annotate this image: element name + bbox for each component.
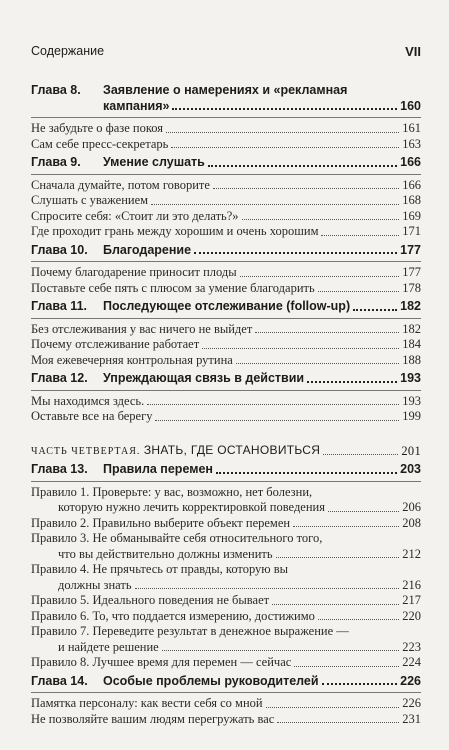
page-ref: 231 <box>402 711 421 726</box>
page-ref: 199 <box>402 409 421 423</box>
chapter-title: Упреждающая связь в действии <box>103 371 305 385</box>
toc-chapter-12[interactable] <box>31 371 421 387</box>
section-title: Моя ежевечерняя контрольная рутина <box>31 352 233 367</box>
chapter-label: Глава 9. <box>31 155 81 169</box>
toc-chapter-8[interactable] <box>31 83 421 99</box>
toc-rule-2[interactable] <box>31 516 421 532</box>
section-title: Правило 2. Правильно выберите объект перемен <box>31 515 291 530</box>
page-ref: 206 <box>402 500 421 514</box>
section-title: Без отслеживания у вас ничего не выйдет <box>31 321 253 336</box>
section-title-cont: что вы действительно должны изменить <box>58 546 273 561</box>
toc-rule-7-cont[interactable] <box>31 640 421 656</box>
toc-rule-8[interactable] <box>31 655 421 671</box>
page-ref: 201 <box>401 443 421 458</box>
divider <box>31 117 421 118</box>
toc-chapter-14[interactable] <box>31 674 421 690</box>
divider <box>31 390 421 391</box>
section-title: Правило 4. Не прячьтесь от правды, которую вы <box>31 562 289 576</box>
toc-section[interactable] <box>31 178 421 194</box>
section-title: Не позволяйте вашим людям перегружать вас <box>31 711 275 726</box>
section-title-cont: которую нужно лечить корректировкой поведения <box>58 500 325 514</box>
divider <box>31 318 421 319</box>
chapter-title-cont: кампания» <box>103 98 170 113</box>
page-ref: 169 <box>402 208 421 223</box>
page-ref: 178 <box>402 280 421 295</box>
toc-rule-5[interactable] <box>31 593 421 609</box>
toc-section[interactable] <box>31 696 421 712</box>
toc-rule-6[interactable] <box>31 609 421 625</box>
section-title: Правило 7. Переведите результат в денежное выражение — <box>31 624 349 638</box>
section-title: Где проходит грань между хорошим и очень хорошим <box>31 224 319 238</box>
table-of-contents <box>31 80 421 727</box>
section-title: Правило 8. Лучшее время для перемен — сейчас <box>31 655 292 669</box>
section-title: Почему отслеживание работает <box>31 337 200 351</box>
section-title: Сам себе пресс-секретарь <box>31 136 169 151</box>
toc-chapter-10[interactable] <box>31 243 421 259</box>
toc-section[interactable] <box>31 337 421 353</box>
toc-chapter-8-cont[interactable] <box>31 99 421 115</box>
section-title: Правило 5. Идеального поведения не бывает <box>31 593 270 607</box>
toc-rule-4[interactable] <box>31 562 421 578</box>
toc-rule-4-cont[interactable] <box>31 578 421 594</box>
page-ref: 182 <box>400 299 421 313</box>
section-title: Оставьте все на берегу <box>31 409 153 423</box>
page-number: VII <box>405 44 421 59</box>
toc-rule-3[interactable] <box>31 531 421 547</box>
section-title: Правило 6. То, что поддается измерению, достижимо <box>31 608 315 623</box>
page-ref: 193 <box>400 371 421 385</box>
toc-section[interactable] <box>31 409 421 425</box>
section-title: Правило 3. Не обманывайте себя относительного того, <box>31 531 323 545</box>
page-ref: 203 <box>400 462 421 476</box>
page-ref: 217 <box>402 593 421 607</box>
part-label: ЧАСТЬ ЧЕТВЕРТАЯ. <box>31 445 141 457</box>
section-title-cont: должны знать <box>58 577 132 592</box>
divider <box>31 481 421 482</box>
page-ref: 226 <box>402 696 421 710</box>
page-ref: 166 <box>402 177 421 192</box>
toc-section[interactable] <box>31 322 421 338</box>
section-title-cont: и найдете решение <box>58 639 159 654</box>
divider <box>31 692 421 693</box>
toc-chapter-13[interactable] <box>31 462 421 478</box>
divider <box>31 261 421 262</box>
chapter-title: Последующее отслеживание (follow-up) <box>103 299 351 313</box>
toc-section[interactable] <box>31 224 421 240</box>
page-ref: 168 <box>402 193 421 207</box>
chapter-label: Глава 14. <box>31 673 88 688</box>
chapter-label: Глава 8. <box>31 83 81 97</box>
toc-section[interactable] <box>31 137 421 153</box>
page-ref: 163 <box>402 136 421 151</box>
chapter-title: Особые проблемы руководителей <box>103 673 319 688</box>
toc-rule-3-cont[interactable] <box>31 547 421 563</box>
toc-rule-1-cont[interactable] <box>31 500 421 516</box>
toc-section[interactable] <box>31 209 421 225</box>
chapter-title: Правила перемен <box>103 462 213 476</box>
page-ref: 184 <box>402 337 421 351</box>
page-ref: 171 <box>402 224 421 238</box>
page-ref: 208 <box>402 515 421 530</box>
section-title: Слушать с уважением <box>31 193 149 207</box>
page-ref: 188 <box>402 352 421 367</box>
section-title: Спросите себя: «Стоит ли это делать?» <box>31 208 239 223</box>
page-ref: 182 <box>402 321 421 336</box>
chapter-title: Умение слушать <box>103 155 205 169</box>
section-title: Почему благодарение приносит плоды <box>31 265 237 279</box>
page-ref: 161 <box>402 121 421 135</box>
section-title: Памятка персоналу: как вести себя со мной <box>31 696 263 710</box>
page-ref: 166 <box>400 155 421 169</box>
page-ref: 216 <box>402 577 421 592</box>
running-header-title: Содержание <box>31 44 105 58</box>
toc-section[interactable] <box>31 121 421 137</box>
page-ref: 177 <box>400 242 421 257</box>
page-ref: 177 <box>402 265 421 279</box>
section-title: Мы находимся здесь. <box>31 393 145 408</box>
toc-section[interactable] <box>31 394 421 410</box>
toc-section[interactable] <box>31 193 421 209</box>
toc-chapter-11[interactable] <box>31 299 421 315</box>
toc-section[interactable] <box>31 353 421 369</box>
toc-chapter-9[interactable] <box>31 155 421 171</box>
part-title: ЗНАТЬ, ГДЕ ОСТАНОВИТЬСЯ <box>143 442 321 457</box>
chapter-label: Глава 12. <box>31 371 88 385</box>
page-ref: 220 <box>402 608 421 623</box>
toc-section[interactable] <box>31 712 421 728</box>
chapter-title: Заявление о намерениях и «рекламная <box>103 83 348 97</box>
chapter-label: Глава 11. <box>31 299 87 313</box>
divider <box>31 174 421 175</box>
chapter-label: Глава 13. <box>31 462 88 476</box>
page-ref: 212 <box>402 546 421 561</box>
toc-section[interactable] <box>31 265 421 281</box>
page-ref: 160 <box>400 98 421 113</box>
toc-rule-1[interactable] <box>31 485 421 501</box>
section-title: Поставьте себе пять с плюсом за умение благодарить <box>31 280 315 295</box>
toc-part-4[interactable] <box>31 443 421 460</box>
page-ref: 193 <box>402 393 421 408</box>
toc-rule-7[interactable] <box>31 624 421 640</box>
section-title: Не забудьте о фазе покоя <box>31 121 164 135</box>
page-ref: 224 <box>402 655 421 669</box>
page-ref: 226 <box>400 673 421 688</box>
section-title: Правило 1. Проверьте: у вас, возможно, нет болезни, <box>31 484 313 499</box>
chapter-title: Благодарение <box>103 242 192 257</box>
toc-section[interactable] <box>31 281 421 297</box>
chapter-label: Глава 10. <box>31 242 88 257</box>
page-ref: 223 <box>402 639 421 654</box>
section-title: Сначала думайте, потом говорите <box>31 177 210 192</box>
